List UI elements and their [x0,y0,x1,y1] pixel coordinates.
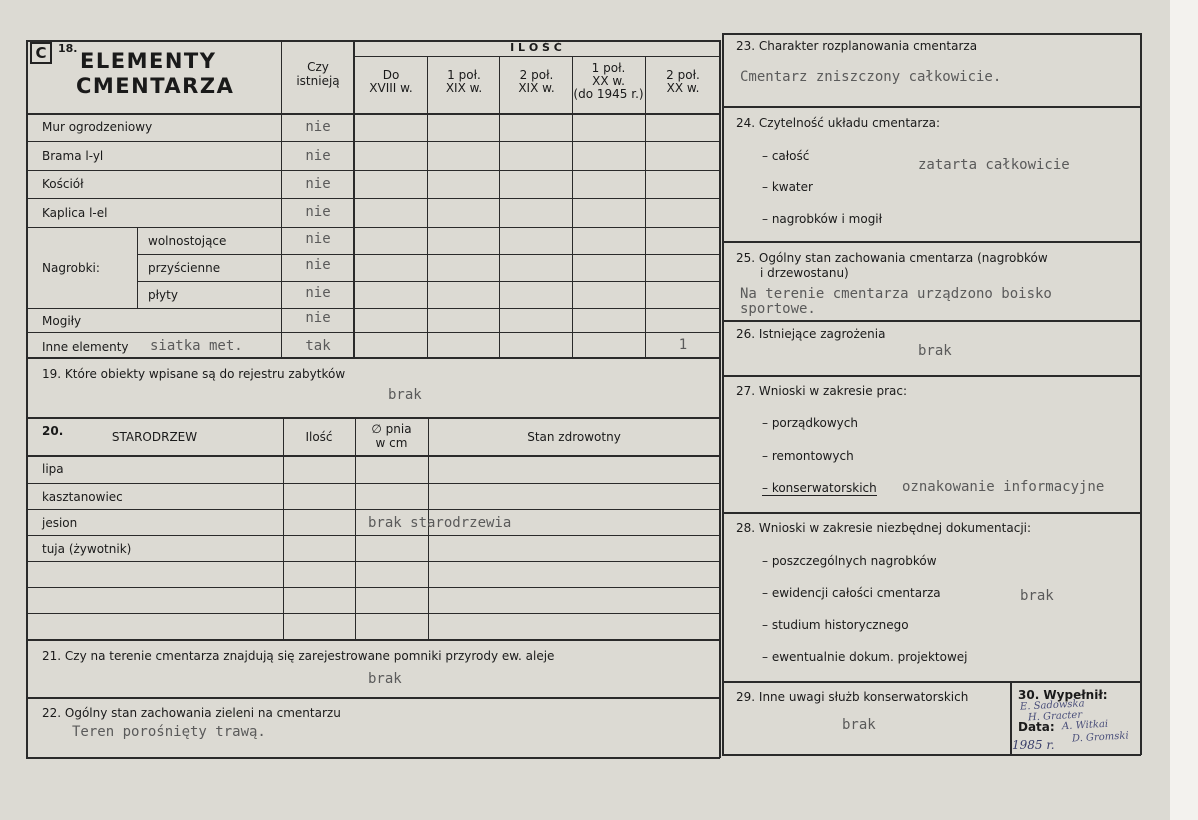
frame-line [1140,33,1142,755]
grid-line [355,417,356,639]
grid-line [26,697,720,699]
grid-line [427,57,428,357]
q29-label: 29. Inne uwagi służb konserwatorskich [736,690,969,704]
grid-line [26,170,720,171]
frame-line [719,40,721,758]
q24-label: 24. Czytelność układu cmentarza: [736,116,941,130]
grid-line [722,681,1141,683]
grid-line [137,254,720,255]
q27-value: oznakowanie informacyjne [902,479,1105,495]
header-col: 2 poł. XIX w. [518,68,555,95]
grid-line [722,512,1141,514]
q27-item: – remontowych [762,449,854,463]
grid-line [26,509,720,510]
grid-line [283,417,284,639]
q30-label: 30. Wypełnił: [1018,688,1108,702]
row-label: Mur ogrodzeniowy [42,120,153,134]
tree-label: tuja (żywotnik) [42,542,132,556]
q23-value: Cmentarz zniszczony całkowicie. [740,69,1002,85]
q25-value: sportowe. [740,301,816,317]
q20-col-pnia: ∅ pnia w cm [371,422,412,450]
grid-line [26,417,720,419]
q20-col-stan: Stan zdrowotny [527,430,621,444]
grid-line [645,57,646,357]
grid-line [722,320,1141,322]
grid-line [26,141,720,142]
typed-value: siatka met. [150,338,243,354]
q28-label: 28. Wnioski w zakresie niezbędnej dokumentacji: [736,521,1032,535]
grid-line [26,535,720,536]
frame-line [26,757,720,759]
q24-item: – nagrobków i mogił [762,212,883,226]
header-czy-istnieja: Czy istnieją [296,60,340,88]
frame-line [722,754,1141,756]
typed-value: 1 [678,337,688,353]
q20-typed-value: brak starodrzewia [368,515,512,531]
grid-line [722,375,1141,377]
header-col: 1 poł. XX w. (do 1945 r.) [573,61,644,101]
q24-value: zatarta całkowicie [918,157,1070,173]
row-label: przyścienne [148,261,221,275]
q20-col-ilosc: Ilość [305,430,333,444]
q22-value: Teren porośnięty trawą. [72,724,266,740]
frame-line [26,40,28,758]
grid-line [26,613,720,614]
q27-item: – porządkowych [762,416,858,430]
q19-value: brak [388,387,422,403]
q24-item: – całość [762,149,810,163]
q28-item: – ewentualnie dokum. projektowej [762,650,968,664]
section-title: ELEMENTY [80,49,217,73]
grid-line [26,561,720,562]
grid-line [137,281,720,282]
typed-value: nie [305,119,331,135]
typed-value: nie [305,285,331,301]
frame-line [722,33,724,755]
row-label: wolnostojące [148,234,227,248]
section-title: CMENTARZA [76,74,235,98]
row-label: Nagrobki: [42,261,100,275]
q28-item: – studium historycznego [762,618,909,632]
grid-line [26,113,720,115]
q25-value: Na terenie cmentarza urządzono boisko [740,286,1052,302]
q27-label: 27. Wnioski w zakresie prac: [736,384,908,398]
grid-line [499,57,500,357]
q25-label: i drzewostanu) [760,266,849,280]
grid-line [26,455,720,457]
tree-label: jesion [42,516,78,530]
q29-value: brak [842,717,876,733]
typed-value: nie [305,176,331,192]
typed-value: nie [305,257,331,273]
section-number: 18. [58,42,78,55]
grid-line [26,639,720,641]
section-letter: C [30,42,52,64]
q25-label: 25. Ogólny stan zachowania cmentarza (nagrobków [736,251,1048,265]
grid-line [26,308,720,309]
grid-line [26,587,720,588]
row-label: Inne elementy [42,340,129,354]
q22-label: 22. Ogólny stan zachowania zieleni na cmentarzu [42,706,341,720]
typed-value: nie [305,204,331,220]
grid-line [26,332,720,333]
q28-value: brak [1020,588,1054,604]
q24-item: – kwater [762,180,813,194]
grid-line [137,227,138,308]
row-label: płyty [148,288,178,302]
q30-signature: A. Witkai [1061,718,1109,733]
q28-item: – poszczególnych nagrobków [762,554,937,568]
q30-signature: D. Gromski [1071,730,1129,745]
q20-number: 20. [42,424,64,438]
row-label: Kościół [42,177,84,191]
q26-label: 26. Istniejące zagrożenia [736,327,886,341]
q26-value: brak [918,343,952,359]
q21-value: brak [368,671,402,687]
grid-line [26,483,720,484]
tree-label: kasztanowiec [42,490,123,504]
q21-label: 21. Czy na terenie cmentarza znajdują się zarejestrowane pomniki przyrody ew. aleje [42,649,555,663]
page-edge [1170,0,1198,820]
typed-value: nie [305,148,331,164]
row-label: Brama l-yl [42,149,104,163]
q30-signature: E. Sadowska [1019,698,1085,713]
grid-line [722,106,1141,108]
q28-item: – ewidencji całości cmentarza [762,586,941,600]
q23-label: 23. Charakter rozplanowania cmentarza [736,39,978,53]
typed-value: tak [305,338,331,354]
frame-line [722,33,1141,35]
q30-year: 1985 r. [1012,738,1055,752]
grid-line [26,227,720,228]
tree-label: lipa [42,462,64,476]
header-col: 2 poł. XX w. [666,68,700,95]
q27-item-konserwatorskich: – konserwatorskich [762,481,877,495]
grid-line [572,57,573,357]
q19-label: 19. Które obiekty wpisane są do rejestru zabytków [42,367,346,381]
grid-line [26,198,720,199]
row-label: Mogiły [42,314,82,328]
grid-line [353,56,719,57]
grid-line [722,241,1141,243]
header-col: 1 poł. XIX w. [445,68,483,95]
header-col: Do XVIII w. [369,68,413,95]
q30-data-label: Data: [1018,720,1055,734]
row-label: Kaplica l-el [42,206,108,220]
typed-value: nie [305,310,331,326]
q20-title: STARODRZEW [111,430,198,444]
q30-signature: H. Gracter [1027,709,1083,724]
typed-value: nie [305,231,331,247]
grid-line [26,357,720,359]
header-ilosc: I L O Ś Ć [510,41,562,54]
